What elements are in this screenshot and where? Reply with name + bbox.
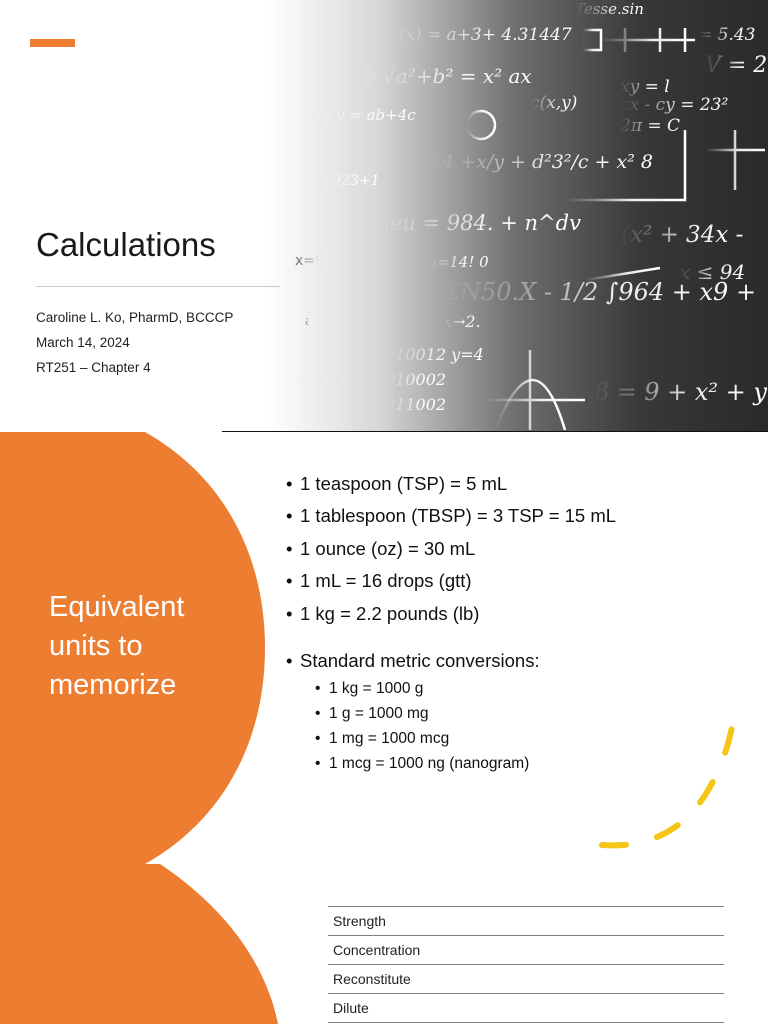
svg-text:x+y = ab+4c: x+y = ab+4c [315, 106, 416, 124]
term-cell: Concentration [328, 936, 724, 965]
svg-text:u=14! 0: u=14! 0 [427, 253, 489, 271]
slide-title: Calculations [36, 226, 216, 263]
term-cell: Reconstitute [328, 965, 724, 994]
chalkboard-equations-image [265, 0, 768, 432]
svg-text:x→2.: x→2. [443, 312, 481, 331]
title-divider [36, 286, 280, 287]
svg-text:010002: 010002 [385, 370, 447, 389]
heading-line: memorize [49, 669, 177, 701]
term-cell: Strength [328, 907, 724, 936]
svg-text:010012 y=4: 010012 y=4 [385, 345, 484, 364]
table-row [328, 965, 724, 994]
svg-text:meu = 984. + n^dv: meu = 984. + n^dv [370, 211, 581, 235]
terms-table [328, 906, 724, 1023]
svg-text:c(x,y): c(x,y) [530, 93, 578, 113]
svg-text:xy = l: xy = l [620, 77, 670, 97]
term-cell: Dilute [328, 994, 724, 1023]
sub-list-item: • 1 kg = 1000 g [286, 677, 756, 702]
svg-text:x=920: x=920 [295, 253, 342, 269]
sub-list-item: • 1 mg = 1000 mcg [286, 727, 756, 752]
list-item: • 1 kg = 2.2 pounds (lb) [286, 598, 756, 630]
presentation-date: March 14, 2024 [36, 335, 130, 350]
svg-text:cx - cy = 23²: cx - cy = 23² [620, 95, 729, 115]
svg-text:ΣN50.X - 1/2 ∫964 + x9 +: ΣN50.X - 1/2 ∫964 + x9 + [443, 278, 757, 306]
list-item: • 1 ounce (oz) = 30 mL [286, 533, 756, 565]
svg-text:(x² + 34x -: (x² + 34x - [621, 222, 744, 248]
sub-list-item: • 1 mcg = 1000 ng (nanogram) [286, 752, 756, 777]
svg-text:Tesse.sin: Tesse.sin [575, 0, 644, 18]
metric-heading: • Standard metric conversions: [286, 645, 756, 677]
heading-line: Equivalent [49, 591, 185, 623]
table-row [328, 994, 724, 1023]
section-heading [49, 588, 249, 705]
orange-arc-shape [0, 864, 300, 1024]
table-row [328, 907, 724, 936]
svg-text:24 +x/y + d²3²/c + x² 8: 24 +x/y + d²3²/c + x² 8 [430, 151, 653, 173]
accent-bar [30, 39, 75, 47]
svg-text:V = 2: V = 2 [705, 53, 768, 78]
sub-list-item: • 1 g = 1000 mg [286, 702, 756, 727]
svg-text:⊘ √a²+b² = x² ax: ⊘ √a²+b² = x² ax [360, 64, 532, 88]
equivalent-units-slide [0, 432, 768, 864]
terms-slide [0, 864, 768, 1024]
svg-text:2π = C: 2π = C [620, 116, 681, 136]
svg-text:011002: 011002 [385, 395, 447, 414]
heading-line: units to [49, 630, 143, 662]
svg-text:β = 9 + x² + y: β = 9 + x² + y [595, 378, 767, 406]
course-chapter: RT251 – Chapter 4 [36, 360, 151, 375]
author-name: Caroline L. Ko, PharmD, BCCCP [36, 310, 234, 325]
svg-text:x ≤ 94: x ≤ 94 [679, 260, 746, 284]
svg-text:= 5.43: = 5.43 [698, 25, 756, 45]
list-item: • 1 mL = 16 drops (gtt) [286, 565, 756, 597]
dashed-arc-decoration [590, 712, 750, 862]
table-row [328, 936, 724, 965]
list-item: • 1 teaspoon (TSP) = 5 mL [286, 468, 756, 500]
svg-text:x 923+1: x 923+1 [320, 173, 380, 189]
title-slide [0, 0, 768, 432]
svg-text:a: a [305, 314, 313, 328]
svg-text:D(x) = a+3+ 4.31447: D(x) = a+3+ 4.31447 [385, 25, 572, 45]
list-item: • 1 tablespoon (TBSP) = 3 TSP = 15 mL [286, 500, 756, 532]
